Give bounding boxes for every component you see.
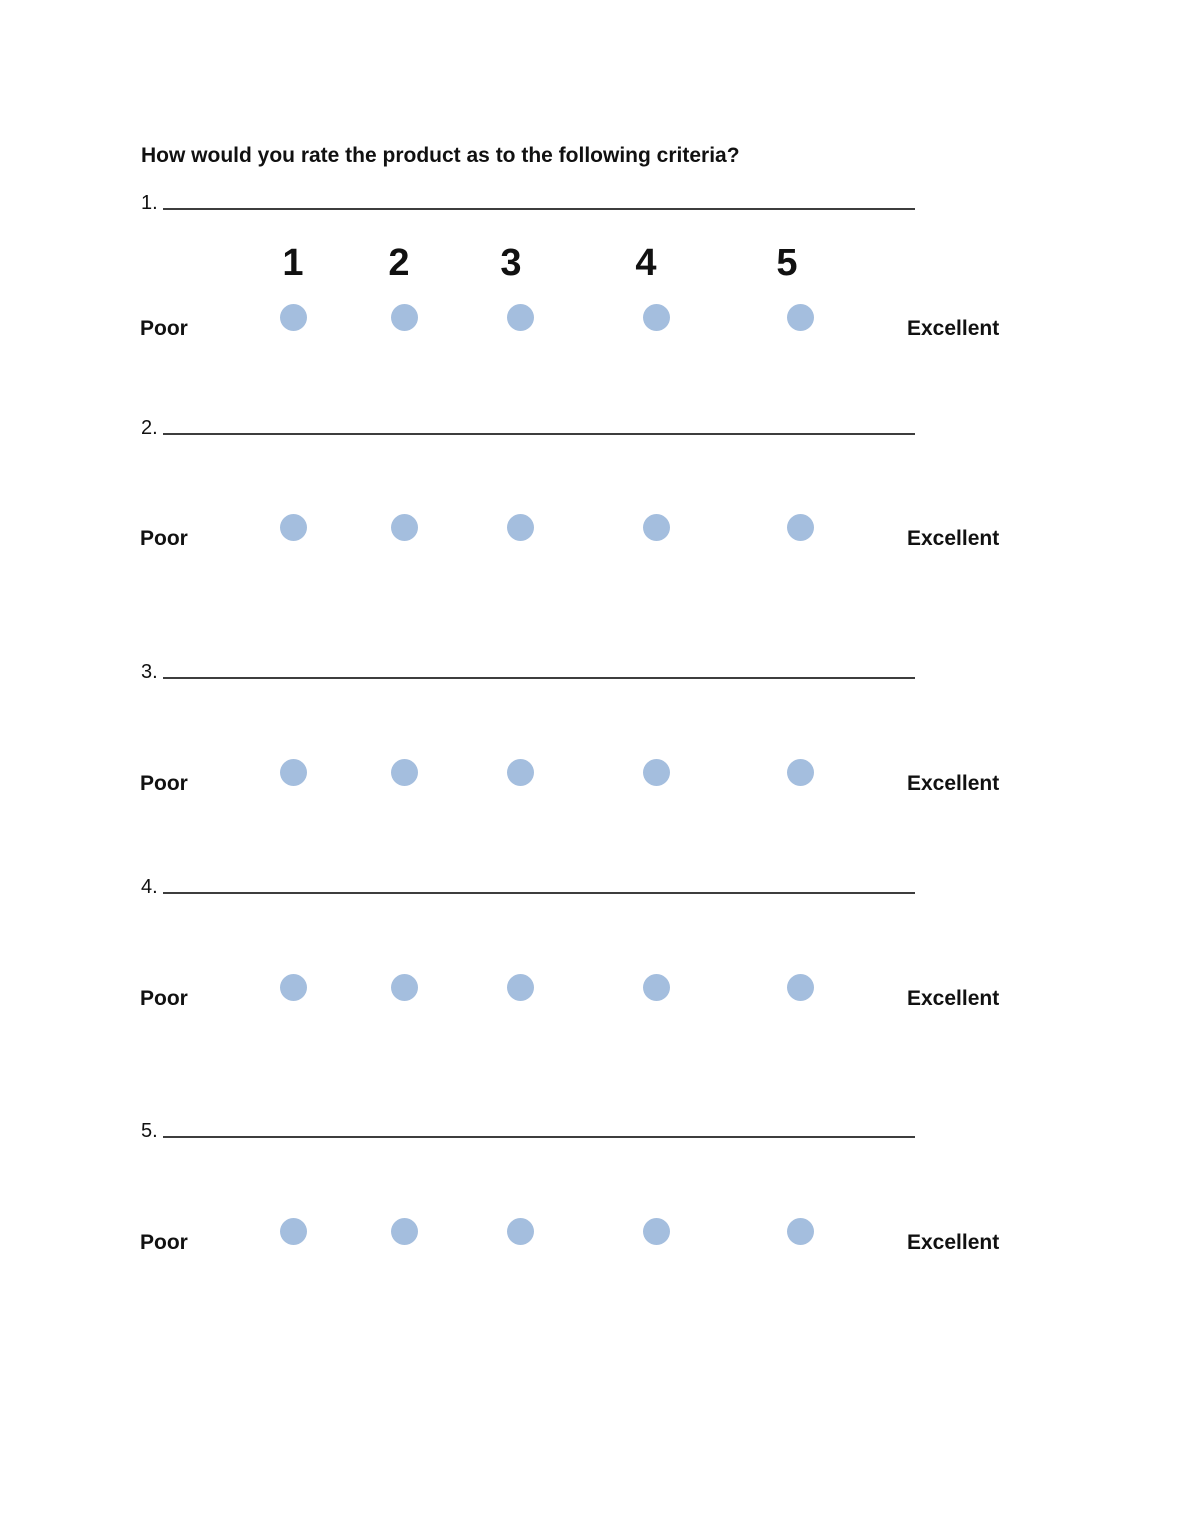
rating-dot-q3-5[interactable] (787, 759, 814, 786)
excellent-label-3: Excellent (907, 772, 1000, 795)
rating-dot-q2-4[interactable] (643, 514, 670, 541)
rating-dot-q2-5[interactable] (787, 514, 814, 541)
rating-dot-q2-1[interactable] (280, 514, 307, 541)
rating-dot-q4-2[interactable] (391, 974, 418, 1001)
question-row-5 (141, 1121, 915, 1142)
rating-dot-q1-4[interactable] (643, 304, 670, 331)
rating-dot-q1-5[interactable] (787, 304, 814, 331)
rating-dot-q5-5[interactable] (787, 1218, 814, 1245)
rating-dot-q4-1[interactable] (280, 974, 307, 1001)
excellent-label-4: Excellent (907, 987, 1000, 1010)
question-row-1 (141, 193, 915, 214)
rating-dot-q1-2[interactable] (391, 304, 418, 331)
blank-line-2[interactable] (163, 418, 915, 435)
rating-dot-q4-3[interactable] (507, 974, 534, 1001)
poor-label-3: Poor (140, 772, 188, 795)
rating-dot-q3-1[interactable] (280, 759, 307, 786)
rating-dot-q5-4[interactable] (643, 1218, 670, 1245)
rating-dot-q4-5[interactable] (787, 974, 814, 1001)
form-title: How would you rate the product as to the following criteria? (141, 144, 740, 167)
rating-dot-q3-3[interactable] (507, 759, 534, 786)
scale-number-2: 2 (388, 242, 410, 284)
rating-dot-q5-3[interactable] (507, 1218, 534, 1245)
rating-row-1 (0, 304, 1187, 340)
rating-dot-q3-2[interactable] (391, 759, 418, 786)
scale-number-1: 1 (282, 242, 304, 284)
question-number-2: 2. (141, 417, 158, 439)
rating-dot-q3-4[interactable] (643, 759, 670, 786)
scale-number-4: 4 (635, 242, 657, 284)
poor-label-1: Poor (140, 317, 188, 340)
poor-label-5: Poor (140, 1231, 188, 1254)
blank-line-3[interactable] (163, 662, 915, 679)
rating-dot-q4-4[interactable] (643, 974, 670, 1001)
rating-dot-q1-3[interactable] (507, 304, 534, 331)
question-row-2 (141, 418, 915, 439)
rating-dot-q2-3[interactable] (507, 514, 534, 541)
question-number-4: 4. (141, 876, 158, 898)
blank-line-5[interactable] (163, 1121, 915, 1138)
excellent-label-1: Excellent (907, 317, 1000, 340)
rating-row-3 (0, 759, 1187, 795)
blank-line-1[interactable] (163, 193, 915, 210)
rating-dot-q2-2[interactable] (391, 514, 418, 541)
excellent-label-2: Excellent (907, 527, 1000, 550)
rating-dot-q5-1[interactable] (280, 1218, 307, 1245)
blank-line-4[interactable] (163, 877, 915, 894)
rating-dot-q1-1[interactable] (280, 304, 307, 331)
rating-dot-q5-2[interactable] (391, 1218, 418, 1245)
question-number-1: 1. (141, 192, 158, 214)
rating-row-5 (0, 1218, 1187, 1254)
poor-label-2: Poor (140, 527, 188, 550)
question-row-3 (141, 662, 915, 683)
poor-label-4: Poor (140, 987, 188, 1010)
rating-row-4 (0, 974, 1187, 1010)
question-row-4 (141, 877, 915, 898)
question-number-5: 5. (141, 1120, 158, 1142)
excellent-label-5: Excellent (907, 1231, 1000, 1254)
scale-header (0, 244, 1187, 284)
rating-row-2 (0, 514, 1187, 550)
scale-number-3: 3 (500, 242, 522, 284)
question-number-3: 3. (141, 661, 158, 683)
scale-number-5: 5 (776, 242, 798, 284)
